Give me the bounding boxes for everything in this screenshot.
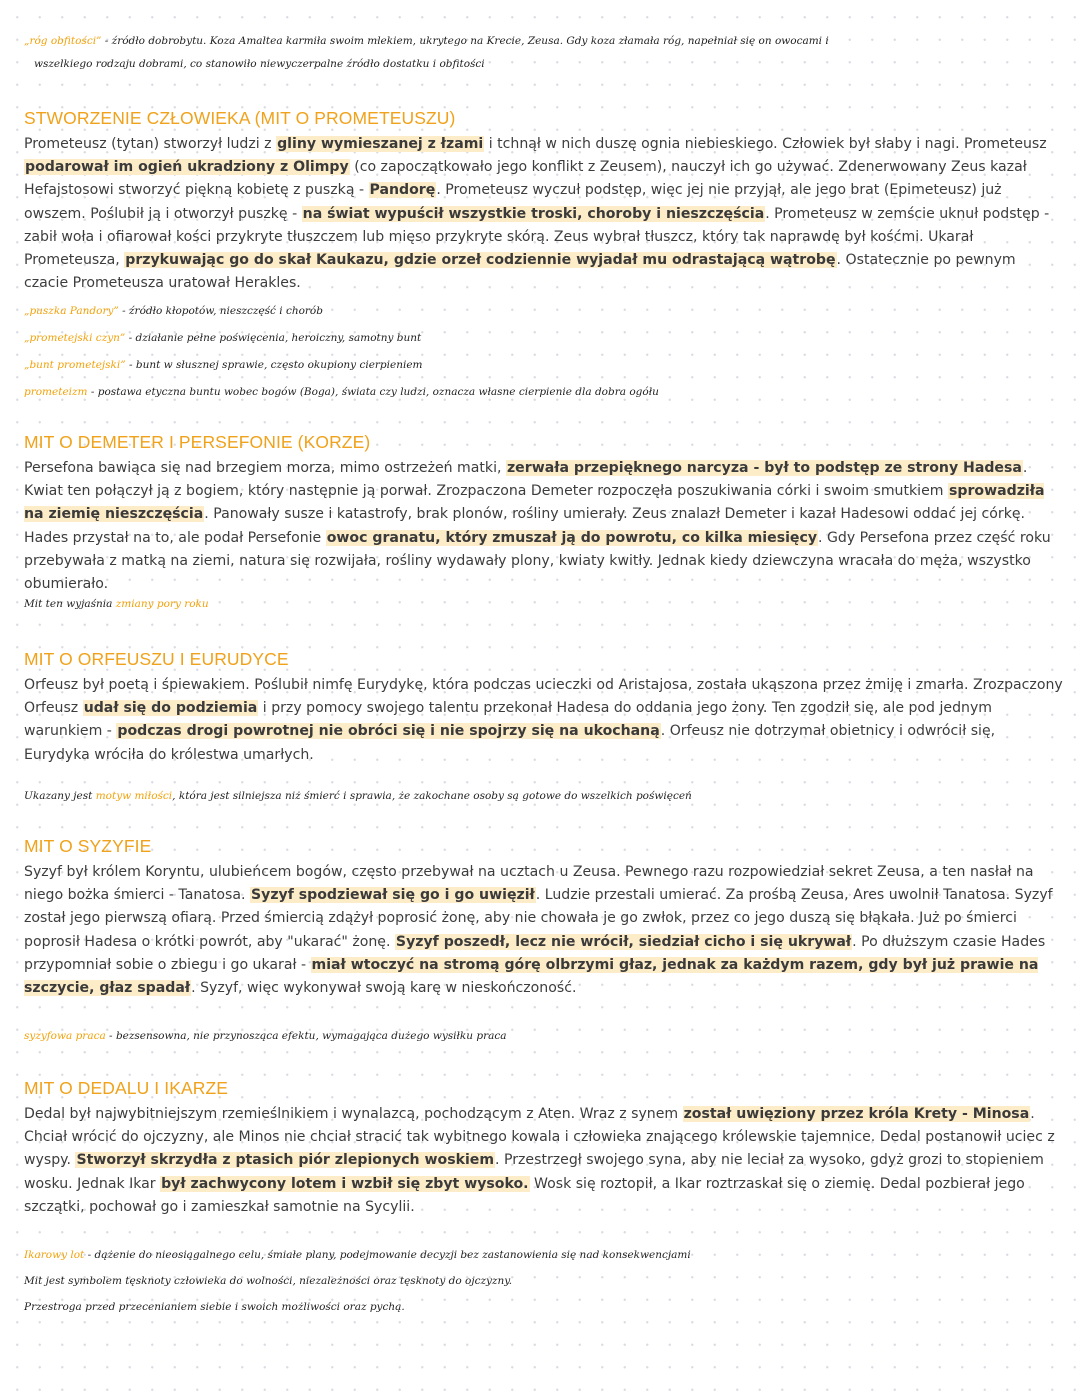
highlight: miał wtoczyć na stromą górę olbrzymi głaz, jednak za każdym razem, gdy był już prawie na szczycie, głaz spadał	[24, 956, 1039, 997]
section-heading: MIT O SYZYFIE	[24, 836, 152, 856]
section-prometeusz	[24, 107, 1064, 295]
term-zmiany-pory-roku: zmiany pory roku	[115, 598, 209, 610]
section-heading: MIT O ORFEUSZU I EURUDYCE	[24, 649, 289, 669]
term-rog-obfitosci: „róg obfitości”	[24, 35, 102, 47]
section-heading: MIT O DEMETER I PERSEFONIE (KORZE)	[24, 432, 371, 452]
handwritten-note: „prometejski czyn” - działanie pełne poświęcenia, heroiczny, samotny bunt	[24, 332, 422, 344]
highlight: na świat wypuścił wszystkie troski, choroby i nieszczęścia	[302, 205, 765, 222]
highlight: owoc granatu, który zmuszał ją do powrotu, co kilka miesięcy	[326, 529, 818, 546]
section-orfeusz	[24, 648, 1064, 767]
section-text: Orfeusz był poetą i śpiewakiem. Poślubił nimfę Eurydykę, która podczas ucieczki od Aristajosa, została ukąszona przez żmiję i zmarła. Zrozpaczony Orfeusz udał się do podziemia i przy pomocy swojego talentu przekonał Hadesa do oddania jego żony. Ten zgodził się, ale pod jednym warunkiem - podczas drogi powrotnej nie obróci się i nie spojrzy się na ukochaną. Orfeusz nie dotrzymał obietnicy i odwrócił się, Eurydyka wróciła do królestwa umarłych.	[24, 677, 1063, 763]
section-text: Persefona bawiąca się nad brzegiem morza, mimo ostrzeżeń matki, zerwała przepięknego narcyza - był to podstęp ze strony Hadesa. Kwiat ten połączył ją z bogiem, który następnie ją porwał. Zrozpaczona Demeter rozpoczęła poszukiwania córki i swoim smutkiem sprowadziła na ziemię nieszczęścia. Panowały susze i katastrofy, brak plonów, rośliny umierały. Zeus znalazł Demeter i kazał Hadesowi oddać jej córkę. Hades przystał na to, ale podał Persefonie owoc granatu, który zmuszał ją do powrotu, co kilka miesięcy. Gdy Persefona przez część roku przebywała z matką na ziemi, natura się rozwijała, rośliny wydawały plony, kwiaty kwitły. Jednak kiedy dziewczyna wracała do męża, wszystko obumierało.	[24, 460, 1051, 593]
section-heading: MIT O DEDALU I IKARZE	[24, 1078, 229, 1098]
syzyf-note: syzyfowa praca - bezsensowna, nie przynosząca efektu, wymagająca dużego wysiłku praca	[24, 1030, 507, 1042]
highlight: Pandorę	[369, 182, 436, 199]
highlight: sprowadziła na ziemię nieszczęścia	[24, 483, 1045, 523]
intro-note	[24, 30, 1064, 76]
handwritten-note: „puszka Pandory” - źródło kłopotów, nieszczęść i chorób	[24, 305, 323, 317]
demeter-note: Mit ten wyjaśnia zmiany pory roku	[24, 598, 209, 610]
orfeusz-note: Ukazany jest motyw miłości, która jest silniejsza niż śmierć i sprawia, że zakochane osoby są gotowe do wszelkich poświęceń	[24, 790, 692, 802]
highlight: Syzyf spodziewał się go i go uwięził	[251, 887, 535, 904]
intro-note-line1: - źródło dobrobytu. Koza Amaltea karmiła swoim mlekiem, ukrytego na Krecie, Zeusa. Gdy koza złamała róg, napełniał się on owocami i	[101, 35, 829, 47]
section-heading: STWORZENIE CZŁOWIEKA (MIT O PROMETEUSZU)	[24, 108, 456, 128]
handwritten-note: „bunt prometejski” - bunt w słusznej sprawie, często okupiony cierpieniem	[24, 359, 423, 371]
section-text: Prometeusz (tytan) stworzył ludzi z gliny wymieszanej z łzami i tchnął w nich duszę ognia niebieskiego. Człowiek był słaby i nagi. Prometeusz podarował im ogień ukradziony z Olimpy (co zapoczątkowało jego konflikt z Zeusem), nauczył ich go używać. Zdenerwowany Zeus kazał Hefajstosowi stworzyć piękną kobietę z puszką - Pandorę. Prometeusz wyczuł podstęp, więc jej nie przyjął, ale jego brat (Epimeteusz) już owszem. Poślubił ją i otworzył puszkę - na świat wypuścił wszystkie troski, choroby i nieszczęścia. Prometeusz w zemście uknuł podstęp - zabił woła i ofiarował kości przykryte tłuszczem lub mięso przykryte skórą. Zeus wybrał tłuszcz, który tak naprawdę był kośćmi. Ukarał Prometeusza, przykuwając go do skał Kaukazu, gdzie orzeł codziennie wyjadał mu odrastającą wątrobę. Ostatecznie po pewnym czacie Prometeusza uratował Herakles.	[24, 136, 1050, 292]
highlight: przykuwając go do skał Kaukazu, gdzie orzeł codziennie wyjadał mu odrastającą wątrobę	[125, 252, 836, 269]
term-ikarowy-lot: Ikarowy lot	[24, 1249, 85, 1261]
term-syzyfowa-praca: syzyfowa praca	[24, 1030, 106, 1042]
term-motyw-milosci: motyw miłości	[95, 790, 173, 802]
handwritten-note: prometeizm - postawa etyczna buntu wobec bogów (Boga), świata czy ludzi, oznacza własne cierpienie dla dobra ogółu	[24, 386, 659, 398]
handwritten-note: Ikarowy lot - dążenie do nieosiągalnego celu, śmiałe plany, podejmowanie decyzji bez zastanowienia się nad konsekwencjami	[24, 1249, 691, 1261]
section-text: Dedal był najwybitniejszym rzemieślnikiem i wynalazcą, pochodzącym z Aten. Wraz z synem został uwięziony przez króla Krety - Minosa. Chciał wrócić do ojczyzny, ale Minos nie chciał stracić tak wybitnego kowala i człowieka znającego królewskie tajemnice. Dedal postanowił uciec z wyspy. Stworzył skrzydła z ptasich piór zlepionych woskiem. Przestrzegł swojego syna, aby nie leciał za wysoko, gdyż grozi to stopieniem wosku. Jednak Ikar był zachwycony lotem i wzbił się zbyt wysoko. Wosk się roztopił, a Ikar roztrzaskał się o ziemię. Dedal pozbierał jego szczątki, pochował go i zamieszkał samotnie na Sycylii.	[24, 1106, 1055, 1215]
handwritten-note: Mit jest symbolem tęsknoty człowieka do wolności, niezależności oraz tęsknoty do ojczyzny.	[24, 1275, 513, 1287]
highlight: zerwała przepięknego narcyza - był to podstęp ze strony Hadesa	[506, 460, 1022, 476]
highlight: był zachwycony lotem i wzbił się zbyt wysoko.	[161, 1175, 529, 1192]
highlight: Stworzył skrzydła z ptasich piór zlepionych woskiem	[76, 1152, 495, 1169]
section-text: Syzyf był królem Koryntu, ulubieńcem bogów, często przebywał na ucztach u Zeusa. Pewnego razu rozpowiedział sekret Zeusa, a ten nasłał na niego bożka śmierci - Tanatosa. Syzyf spodziewał się go i go uwięził. Ludzie przestali umierać. Za prośbą Zeusa, Ares uwolnił Tanatosa. Syzyf został jego pierwszą ofiarą. Przed śmiercią zdążył poprosić żonę, aby nie chowała je go zwłok, przez co jego duszą się błąkała. Już po śmierci poprosił Hadesa o krótki powrót, aby "ukarać" żonę. Syzyf poszedł, lecz nie wrócił, siedział cicho i się ukrywał. Po dłuższym czasie Hades przypomniał sobie o zbiegu i go ukarał - miał wtoczyć na stromą górę olbrzymi głaz, jednak za każdym razem, gdy był już prawie na szczycie, głaz spadał. Syzyf, więc wykonywał swoją karę w nieskończoność.	[24, 864, 1053, 997]
dedal-notes	[24, 1242, 1064, 1320]
highlight: gliny wymieszanej z łzami	[277, 136, 484, 152]
section-demeter	[24, 431, 1064, 596]
prometeusz-notes	[24, 298, 1064, 406]
highlight: Syzyf poszedł, lecz nie wrócił, siedział cicho i się ukrywał	[395, 933, 852, 950]
highlight: został uwięziony przez króla Krety - Minosa	[683, 1106, 1030, 1122]
highlight: podarował im ogień ukradziony z Olimpy	[25, 159, 349, 176]
intro-note-line2: wszelkiego rodzaju dobrami, co stanowiło niewyczerpalne źródło dostatku i obfitości	[34, 58, 485, 70]
section-syzyf	[24, 835, 1064, 1000]
highlight: podczas drogi powrotnej nie obróci się i nie spojrzy się na ukochaną	[117, 723, 660, 740]
handwritten-note: Przestroga przed przecenianiem siebie i swoich możliwości oraz pychą.	[24, 1301, 405, 1313]
section-dedal	[24, 1077, 1064, 1219]
highlight: udał się do podziemia	[83, 700, 258, 717]
